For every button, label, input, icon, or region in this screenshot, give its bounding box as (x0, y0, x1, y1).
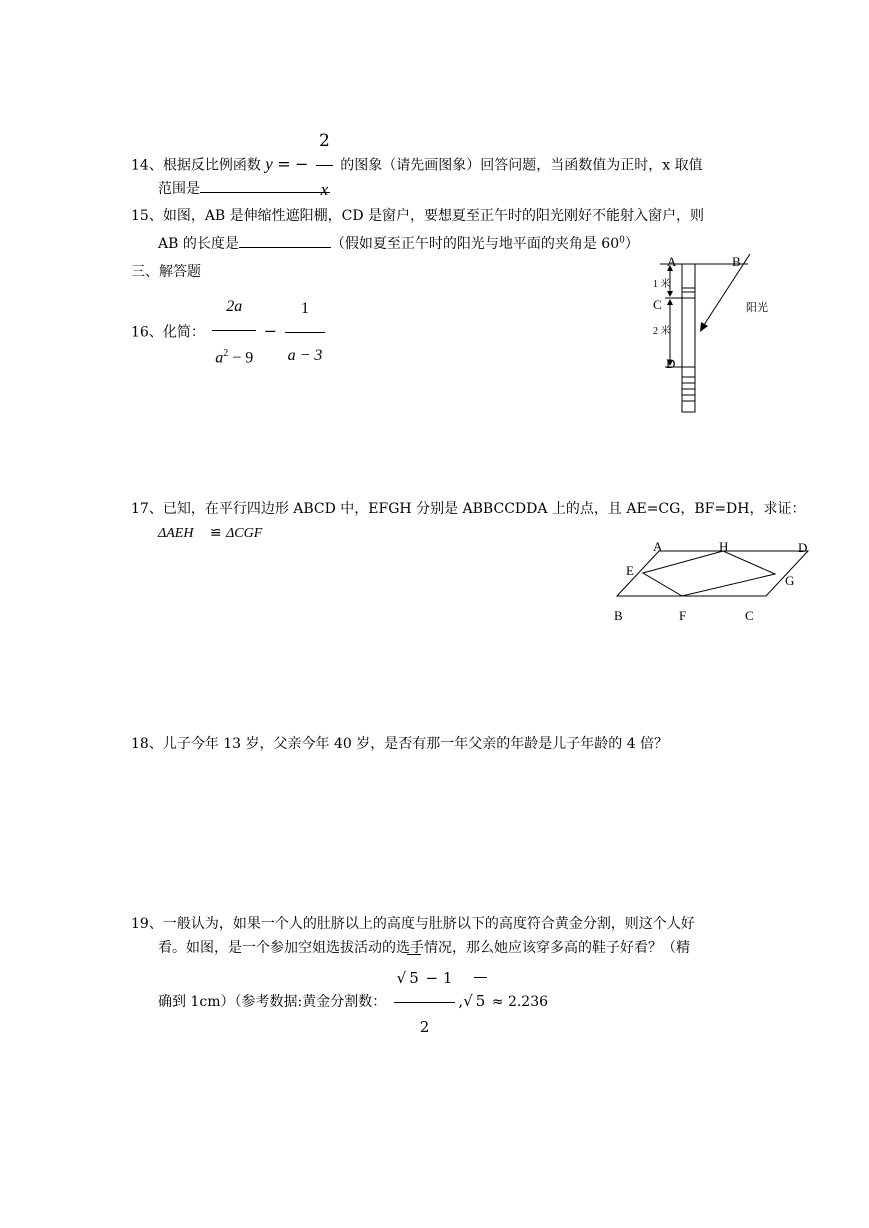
question-16 (131, 285, 328, 380)
q15-line1-text: 15、如图，AB 是伸缩性遮阳棚，CD 是窗户，要想夏至正午时的阳光刚好不能射入窗户，则 (131, 208, 705, 224)
q14-lead: 14、根据反比例函数 (131, 157, 261, 174)
q16-denominator-2: a − 3 (285, 332, 326, 378)
q15-degree: 0 (619, 235, 625, 246)
question-14-line2 (158, 178, 330, 198)
q19-line3-text: 确到 1cm）（参考数据:黄金分割数： (158, 994, 387, 1010)
fig2-label-f: F (679, 608, 687, 623)
sun-ray-arrowhead (700, 322, 708, 332)
q14-minus: − (295, 154, 309, 174)
dim-arrowhead (667, 299, 673, 305)
sun-ray (702, 254, 750, 328)
dim-arrowhead (667, 291, 673, 297)
q19-line1-text: 19、一般认为，如果一个人的肚脐以上的高度与肚脐以下的高度符合黄金分割，则这个人好 (131, 916, 695, 932)
fig2-label-d: D (798, 540, 808, 555)
fig1-label-b: B (732, 254, 741, 269)
q16-den1-a: a (215, 349, 224, 367)
q17-triangle-2: ΔCGF (226, 526, 263, 541)
q15-close: ） (624, 236, 639, 252)
question-15-line1 (131, 205, 704, 225)
q14-line2-text: 范围是 (158, 181, 200, 197)
q19-approx: ≈ 2.236 (487, 994, 549, 1010)
q14-answer-blank (200, 192, 330, 193)
q14-numerator: 2 (319, 131, 330, 151)
q19-frac-radicand: 5 (407, 954, 421, 1001)
q17-triangle-1: ΔAEH (158, 526, 194, 541)
q14-tail: 的图象（请先画图象）回答问题，当函数值为正时，x 取值 (340, 157, 703, 174)
fig2-label-g: G (785, 573, 795, 588)
quadrilateral-ehgf (643, 551, 775, 596)
q17-congruent: ≌ (209, 525, 222, 541)
q19-line2-text: 看。如图，是一个参加空姐选拔活动的选手情况，那么她应该穿多高的鞋子好看？（精 (158, 940, 690, 956)
wall-rect (682, 264, 695, 412)
fig1-label-c: C (653, 297, 662, 312)
fig1-dim-2: 2 米 (653, 326, 671, 337)
q15-answer-blank (239, 247, 331, 248)
q17-line1-text: 17、已知，在平行四边形 ABCD 中，EFGH 分别是 ABBCCDDA 上的点，且 AE=CG，BF=DH，求证： (131, 501, 806, 517)
q16-den1-rest: − 9 (228, 349, 254, 367)
section-3-title: 三、解答题 (131, 264, 201, 280)
question-19-line3 (158, 954, 548, 1050)
question-15-line2 (158, 233, 639, 253)
figure-awning-window (640, 250, 790, 420)
question-17-line1 (131, 498, 806, 518)
q18-text: 18、儿子今年 13 岁，父亲今年 40 岁，是否有那一年父亲的年龄是儿子年龄的 4 倍？ (131, 736, 669, 752)
figure-parallelogram (605, 535, 820, 630)
q15-line2b: （假如夏至正午时的阳光与地平面的夹角是 60 (330, 236, 620, 252)
fig1-sun-label: 阳光 (746, 302, 768, 314)
fig2-label-e: E (626, 563, 634, 578)
q16-denominator-1 (212, 330, 256, 380)
fig1-label-a: A (667, 254, 677, 269)
q19-frac-denominator: 2 (394, 1002, 456, 1050)
q16-lead: 16、化简： (131, 324, 205, 341)
q14-denominator: x (316, 165, 333, 213)
q19-sqrt5-radicand: 5 (474, 977, 488, 1024)
q16-den1-exp: 2 (223, 348, 229, 359)
question-18 (131, 733, 668, 753)
q15-line2a: AB 的长度是 (158, 236, 239, 252)
fig1-dim-1: 1 米 (653, 279, 671, 290)
fig2-label-b: B (614, 608, 623, 623)
fig2-label-c: C (745, 608, 754, 623)
q16-numerator-1: 2a (226, 298, 243, 315)
q19-frac-numerator: √ 5 − 1 (394, 954, 456, 1002)
q16-numerator-2: 1 (301, 300, 310, 318)
section-heading (131, 261, 201, 281)
q16-fraction-1 (212, 285, 256, 380)
q14-equals: = (277, 154, 291, 174)
question-14-line1 (131, 118, 703, 213)
q19-golden-fraction (394, 954, 456, 1050)
q14-y-var: y (265, 154, 273, 174)
fig2-label-a: A (653, 539, 663, 554)
q19-sqrt5: √ 5 (463, 992, 487, 1010)
fig1-label-d: D (666, 356, 676, 371)
fig2-label-h: H (719, 539, 729, 554)
question-17-line2 (158, 525, 262, 542)
q19-comma: , (458, 992, 464, 1010)
q14-fraction (316, 118, 333, 213)
q16-fraction-2 (285, 287, 326, 378)
question-19-line1 (131, 913, 695, 933)
q19-frac-rest: − 1 (420, 969, 453, 987)
q16-operator: − (263, 321, 278, 341)
